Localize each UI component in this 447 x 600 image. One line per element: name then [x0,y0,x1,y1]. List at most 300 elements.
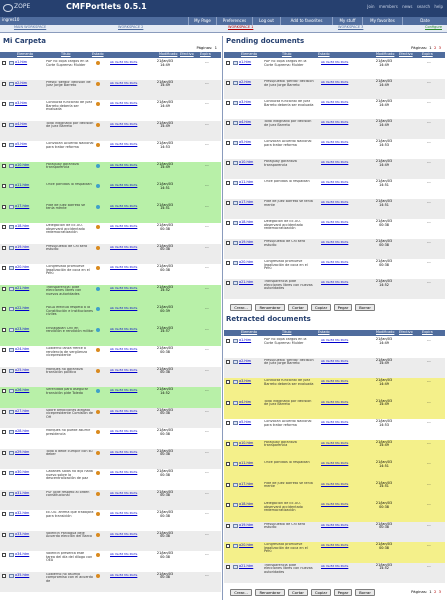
item-id-link[interactable]: a18.htm [239,502,254,506]
row-checkbox[interactable] [2,307,6,311]
item-id-link[interactable]: a21.htm [239,563,254,568]
col-elemento[interactable]: Elemento [241,330,258,334]
item-title: Gobierno lanza frente a rendencia de vergüenza vicepresidente [46,347,88,358]
document-icon [233,121,238,125]
item-title: Gobierno no asumió compromiso con el acuerdo de [46,572,93,583]
workspace-tabs [0,25,447,33]
col-expira[interactable]: Expira [422,52,433,56]
row-checkbox[interactable] [2,533,6,537]
item-title: Presupuesto de Chl será estudio [264,522,306,530]
row-actions[interactable]: Ab Va Ed Mo Porfe [110,347,138,351]
item-id-link[interactable]: a11.htm [239,461,254,465]
copy-button[interactable]: Copiar [311,589,331,596]
col-modificado[interactable]: Modificado [159,52,178,56]
row-actions[interactable]: Ab Va Ed Mo Porfe [321,280,349,284]
effective-expira: --- [427,220,431,224]
row-checkbox[interactable] [2,143,6,147]
item-title: Convocan Acuerdo Nacional para tratar reforma [46,142,94,149]
row-actions[interactable]: Ab Va Ed Mo Porfe [321,420,349,424]
row-actions[interactable]: Ab Va Ed Mo Porfe [110,142,138,146]
col-estado[interactable]: Estado [92,52,104,56]
row-checkbox[interactable] [2,61,6,65]
row-actions[interactable]: Ab Va Ed Mo Porfe [110,470,138,474]
row-checkbox[interactable] [2,246,6,250]
table-row [0,346,221,367]
item-title: Valentin presenta este tarea del día del dilogo con OEA [46,552,93,563]
item-id-link[interactable]: a3.htm [15,101,28,105]
item-id-link[interactable]: a3.htm [239,100,252,104]
modified-date: 21/Jan/03 14:52 [375,279,393,287]
tab-workspace-3[interactable]: WORKSPACE 3 [338,25,364,29]
row-actions[interactable]: Ab Va Ed Mo Porfe [110,449,138,454]
item-id-link[interactable]: a35.htm [15,572,30,577]
modified-date: 21/Jan/03 14:53 [156,141,174,149]
col-estado[interactable]: Estado [318,52,330,56]
item-id-link[interactable]: a30.htm [15,470,30,474]
row-actions[interactable]: Ab Va Ed Mo Porfe [110,183,138,187]
item-id-link[interactable]: a10.htm [239,440,254,445]
modified-date: 21/Jan/03 14:49 [375,439,393,448]
table-row [224,259,445,279]
row-checkbox[interactable] [226,442,230,446]
delete-button[interactable]: Borrar [355,304,375,311]
state-icon [96,533,100,537]
zope-logo-icon [3,4,13,12]
modified-date: 21/Jan/03 14:51 [375,460,393,468]
row-actions[interactable]: Ab Va Ed Mo Porfe [321,543,349,547]
nav-my-favorites[interactable]: My favorites [362,17,402,25]
table-row [224,563,445,584]
row-actions[interactable]: Ab Va Ed Mo Porfe [321,180,349,184]
row-checkbox[interactable] [2,328,6,332]
item-id-link[interactable]: a2.htm [239,80,252,84]
document-icon [9,369,14,373]
rename-button[interactable]: Renombrar [255,589,285,596]
row-checkbox[interactable] [2,430,6,434]
effective-expira: --- [205,367,209,372]
document-icon [9,410,14,414]
row-checkbox[interactable] [2,471,6,475]
row-checkbox[interactable] [226,61,230,65]
col-efectivo[interactable]: Efectivo [399,52,413,56]
item-id-link[interactable]: a10.htm [15,162,30,167]
item-id-link[interactable]: a19.htm [239,522,254,527]
row-checkbox[interactable] [2,205,6,209]
item-id-link[interactable]: a32.htm [15,511,30,515]
item-id-link[interactable]: a4.htm [15,121,28,126]
table-row [224,219,445,239]
effective-expira: --- [205,265,209,269]
table-row [0,428,221,449]
row-checkbox[interactable] [226,221,230,225]
table-row [0,244,221,265]
item-id-link[interactable]: a4.htm [239,120,252,124]
effective-expira: --- [205,244,209,249]
item-id-link[interactable]: a10.htm [239,160,254,164]
col-modificado[interactable]: Modificado [376,52,395,56]
state-icon [96,184,100,188]
state-icon [96,410,100,414]
row-checkbox[interactable] [226,161,230,165]
item-id-link[interactable]: a26.htm [15,388,30,392]
modified-date: 21/Jan/03 14:49 [156,100,174,108]
page-3-link[interactable]: 3 [438,589,441,594]
row-checkbox[interactable] [226,483,230,487]
row-checkbox[interactable] [2,225,6,229]
table-row [224,79,445,99]
row-actions[interactable]: Ab Va Ed Mo Porfe [321,120,349,124]
state-icon [96,328,100,332]
row-actions[interactable]: Ab Va Ed Mo Porfe [110,367,138,372]
item-title: Presto 'perdío' decisión de juez Jorge Barreto [46,80,91,88]
cut-button[interactable]: Cortar [288,589,308,596]
rename-button[interactable]: Renombrar [255,304,285,311]
row-checkbox[interactable] [2,123,6,127]
row-checkbox[interactable] [226,101,230,105]
col-efectivo[interactable]: Efectivo [180,52,194,56]
document-icon [233,81,238,85]
row-actions[interactable]: Ab Va Ed Mo Porfe [110,531,138,536]
row-actions[interactable]: Ab Va Ed Mo Porfe [321,481,349,486]
item-id-link[interactable]: a5.htm [239,420,252,424]
item-title: Convocan Acuerdo Nacional para tratar reforma [264,420,312,427]
col-titulo[interactable]: Título [282,52,292,56]
item-id-link[interactable]: a27.htm [15,408,30,413]
table-row [224,59,445,79]
row-checkbox[interactable] [226,81,230,85]
row-actions[interactable]: Ab Va Ed Mo Porfe [321,240,349,244]
row-checkbox[interactable] [226,421,230,425]
item-id-link[interactable]: a4.htm [239,399,252,404]
item-id-link[interactable]: a11.htm [239,180,254,184]
paste-button[interactable]: Pegar [334,304,352,311]
nav-date[interactable]: Date [402,17,447,25]
item-id-link[interactable]: a3.htm [239,379,252,383]
modified-date: 21/Jan/03 00:38 [375,501,393,509]
item-id-link[interactable]: a20.htm [239,260,254,264]
table-row [224,399,445,420]
row-checkbox[interactable] [226,281,230,285]
top-header [0,0,447,17]
row-actions[interactable]: Ab Va Ed Mo Porfe [321,440,349,445]
row-checkbox[interactable] [2,492,6,496]
row-checkbox[interactable] [226,201,230,205]
item-title: Marques no puede asumir presidencia [46,429,91,436]
tab-main-workspace[interactable]: MAIN WORKSPACE [14,25,47,29]
page-2-link[interactable]: 2 [433,45,437,50]
item-id-link[interactable]: a25.htm [15,367,30,372]
delete-button[interactable]: Borrar [355,589,375,596]
row-actions[interactable]: Ab Va Ed Mo Porfe [110,244,138,249]
row-actions[interactable]: Ab Va Ed Mo Porfe [321,140,349,144]
row-checkbox[interactable] [2,369,6,373]
modified-date: 21/Jan/03 00:38 [156,346,174,354]
modified-date: 21/Jan/03 00:38 [156,530,174,539]
item-id-link[interactable]: a23.htm [15,326,30,331]
col-elemento[interactable]: Elemento [241,52,258,56]
row-checkbox[interactable] [2,410,6,414]
table-row [224,358,445,379]
item-id-link[interactable]: a1.htm [239,338,252,342]
row-checkbox[interactable] [226,524,230,528]
page-1-link[interactable]: 1 [214,45,217,50]
effective-expira: --- [205,80,209,85]
modified-date: 21/Jan/03 00:38 [375,219,393,227]
item-title: PAP no copa cargos en la Corte Suprema: Mulder [46,60,89,67]
item-id-link[interactable]: a19.htm [15,244,30,249]
app-title: CMFPortlets 0.5.1 [66,2,147,11]
document-icon [233,360,238,364]
row-actions[interactable]: Ab Va Ed Mo Porfe [321,220,349,224]
create-button[interactable]: Crear... [230,589,252,596]
item-id-link[interactable]: a5.htm [239,140,252,144]
row-checkbox[interactable] [226,380,230,384]
row-actions[interactable]: Ab Va Ed Mo Porfe [110,388,138,392]
row-checkbox[interactable] [226,462,230,466]
row-actions[interactable]: Ab Va Ed Mo Porfe [110,101,138,105]
row-actions[interactable]: Ab Va Ed Mo Porfe [321,502,349,506]
row-actions[interactable]: Ab Va Ed Mo Porfe [321,358,349,363]
effective-expira: --- [205,285,209,290]
row-actions[interactable]: Ab Va Ed Mo Porfe [321,379,349,383]
row-actions[interactable]: Ab Va Ed Mo Porfe [110,265,138,269]
document-icon [9,246,14,250]
nav-add-to-favorites[interactable]: Add to favorites [280,17,332,25]
state-icon [96,225,100,229]
modified-date: 21/Jan/03 14:49 [156,79,174,88]
col-estado[interactable]: Estado [318,330,330,334]
document-icon [233,261,238,265]
help-link[interactable]: help [434,4,443,9]
row-checkbox[interactable] [2,184,6,188]
item-title: Presupuesto de Chl será estudio [46,244,88,252]
create-button[interactable]: Crear... [230,304,252,311]
join-link[interactable]: Join [367,4,375,9]
item-id-link[interactable]: a22.htm [15,306,30,310]
row-actions[interactable]: Ab Va Ed Mo Porfe [321,338,349,342]
item-id-link[interactable]: a20.htm [239,543,254,547]
row-checkbox[interactable] [226,141,230,145]
row-actions[interactable]: Ab Va Ed Mo Porfe [321,100,349,104]
row-actions[interactable]: Ab Va Ed Mo Porfe [321,461,349,465]
row-actions[interactable]: Ab Va Ed Mo Porfe [110,572,138,577]
effective-expira: --- [205,388,209,392]
document-icon [9,430,14,434]
col-titulo[interactable]: Título [61,52,71,56]
state-icon [96,246,100,250]
effective-expira: --- [205,347,209,351]
row-actions[interactable]: Ab Va Ed Mo Porfe [110,162,138,167]
row-actions[interactable]: Ab Va Ed Mo Porfe [321,522,349,527]
row-checkbox[interactable] [2,102,6,106]
item-id-link[interactable]: a34.htm [15,552,30,556]
table-row [224,460,445,481]
document-icon [9,512,14,516]
row-actions[interactable]: Ab Va Ed Mo Porfe [110,121,138,126]
document-icon [9,143,14,147]
page-1-link[interactable]: 1 [429,589,432,594]
modified-date: 21/Jan/03 00:38 [156,469,174,477]
item-id-link[interactable]: a18.htm [15,224,30,228]
row-actions[interactable]: Ab Va Ed Mo Porfe [110,552,138,556]
table-row [224,378,445,399]
modified-date: 21/Jan/03 00:38 [156,448,174,457]
document-icon [9,266,14,270]
row-actions[interactable]: Ab Va Ed Mo Porfe [321,563,349,568]
effective-expira: --- [205,183,209,187]
nav-my-page[interactable]: My Page [188,17,216,25]
row-checkbox[interactable] [226,241,230,245]
document-icon [9,553,14,557]
row-checkbox[interactable] [2,348,6,352]
item-id-link[interactable]: a28.htm [15,429,30,433]
effective-expira: --- [205,490,209,495]
row-checkbox[interactable] [2,164,6,168]
row-checkbox[interactable] [2,512,6,516]
item-id-link[interactable]: a21.htm [15,285,30,290]
modified-date: 21/Jan/03 14:49 [156,59,174,67]
item-title: Convocan Acuerdo Nacional para tratar reforma [264,140,312,147]
row-actions[interactable]: Ab Va Ed Mo Porfe [110,511,138,515]
document-icon [9,533,14,537]
state-icon [96,61,100,65]
tab-workspace-1[interactable]: WORKSPACE 1 [228,25,254,29]
item-id-link[interactable]: a11.htm [15,183,30,187]
row-checkbox[interactable] [226,565,230,569]
item-id-link[interactable]: a20.htm [15,265,30,269]
row-checkbox[interactable] [226,121,230,125]
tab-workspace-2[interactable]: WORKSPACE 2 [118,25,144,29]
row-checkbox[interactable] [226,181,230,185]
row-actions[interactable]: Ab Va Ed Mo Porfe [321,160,349,164]
row-checkbox[interactable] [2,574,6,578]
col-expira[interactable]: Expira [422,330,433,334]
row-actions[interactable]: Ab Va Ed Mo Porfe [321,80,349,84]
document-icon [233,221,238,225]
row-actions[interactable]: Ab Va Ed Mo Porfe [110,60,138,64]
row-checkbox[interactable] [226,339,230,343]
user-label: ingres10 [2,17,20,22]
row-actions[interactable]: Ab Va Ed Mo Porfe [110,326,138,331]
news-link[interactable]: news [402,4,413,9]
item-id-link[interactable]: a2.htm [239,358,252,363]
row-actions[interactable]: Ab Va Ed Mo Porfe [110,203,138,208]
table-row [224,279,445,299]
item-title: Conducta funcional de juez Barreto debería ser evaluada [46,101,93,112]
state-icon [96,451,100,455]
row-actions[interactable]: Ab Va Ed Mo Porfe [321,399,349,404]
row-actions[interactable]: Ab Va Ed Mo Porfe [321,200,349,204]
table-row [0,531,221,552]
col-efectivo[interactable]: Efectivo [399,330,413,334]
page-1-link[interactable]: 1 [429,45,432,50]
item-id-link[interactable]: a17.htm [239,481,254,486]
col-modificado[interactable]: Modificado [376,330,395,334]
row-checkbox[interactable] [226,401,230,405]
row-actions[interactable]: Ab Va Ed Mo Porfe [110,285,138,290]
item-id-link[interactable]: a33.htm [15,531,30,536]
cut-button[interactable]: Cortar [288,304,308,311]
row-checkbox[interactable] [226,261,230,265]
table-row [0,264,221,285]
modified-date: 21/Jan/03 00:38 [375,239,393,247]
row-actions[interactable]: Ab Va Ed Mo Porfe [321,260,349,264]
row-checkbox[interactable] [2,451,6,455]
item-id-link[interactable]: a29.htm [15,449,30,454]
nav-preferences[interactable]: Preferences [216,17,252,25]
nav-log-out[interactable]: Log out [252,17,280,25]
item-id-link[interactable]: a21.htm [239,280,254,284]
item-id-link[interactable]: a17.htm [15,203,30,208]
user-links [364,5,443,9]
table-row [224,419,445,440]
row-actions[interactable]: Ab Va Ed Mo Porfe [110,80,138,85]
item-title: Transparencia: pide elecciones libres con nuevos autoridades [46,285,82,296]
row-actions[interactable]: Ab Va Ed Mo Porfe [110,429,138,433]
row-checkbox[interactable] [2,82,6,86]
item-id-link[interactable]: a19.htm [239,240,254,244]
item-title: Pide de Juez Barreto se tenía mente [264,200,313,207]
copy-button[interactable]: Copiar [311,304,331,311]
col-expira[interactable]: Expira [200,52,211,56]
item-id-link[interactable]: a18.htm [239,220,254,224]
configure-link[interactable]: Configure [425,25,442,29]
effective-expira: --- [427,522,431,527]
col-titulo[interactable]: Título [282,330,292,334]
effective-expira: --- [427,338,431,342]
item-title: Todo indignado por decisión de juez Barreto [264,120,312,127]
row-actions[interactable]: Ab Va Ed Mo Porfe [110,490,138,495]
col-elemento[interactable]: Elemento [17,52,34,56]
item-id-link[interactable]: a24.htm [15,347,30,351]
item-id-link[interactable]: a1.htm [15,60,28,64]
row-checkbox[interactable] [2,553,6,557]
row-checkbox[interactable] [226,544,230,548]
item-id-link[interactable]: a17.htm [239,200,254,204]
search-link[interactable]: search [416,4,431,9]
document-icon [233,483,238,487]
table-row [224,239,445,259]
document-icon [233,241,238,245]
row-actions[interactable]: Ab Va Ed Mo Porfe [110,306,138,310]
effective-expira: --- [427,60,431,64]
row-checkbox[interactable] [226,360,230,364]
row-checkbox[interactable] [226,503,230,507]
page-2-link[interactable]: 2 [433,589,437,594]
row-actions[interactable]: Ab Va Ed Mo Porfe [110,224,138,228]
row-checkbox[interactable] [2,266,6,270]
row-actions[interactable]: Ab Va Ed Mo Porfe [110,408,138,413]
item-id-link[interactable]: a5.htm [15,142,28,146]
item-id-link[interactable]: a1.htm [239,60,252,64]
state-icon [96,492,100,496]
document-icon [233,380,238,384]
item-title: PAP no copa cargos en la Corte Suprema: Mulder [264,338,307,345]
state-icon [96,123,100,127]
nav-my-stuff[interactable]: My stuff [332,17,362,25]
paste-button[interactable]: Pegar [334,589,352,596]
item-id-link[interactable]: a2.htm [15,80,28,85]
document-icon [233,339,238,343]
effective-expira: --- [427,440,431,445]
row-actions[interactable]: Ab Va Ed Mo Porfe [321,60,349,64]
row-checkbox[interactable] [2,389,6,393]
page-3-link[interactable]: 3 [438,45,441,50]
row-checkbox[interactable] [2,287,6,291]
document-icon [9,389,14,393]
item-id-link[interactable]: a31.htm [15,490,30,495]
members-link[interactable]: members [378,4,398,9]
